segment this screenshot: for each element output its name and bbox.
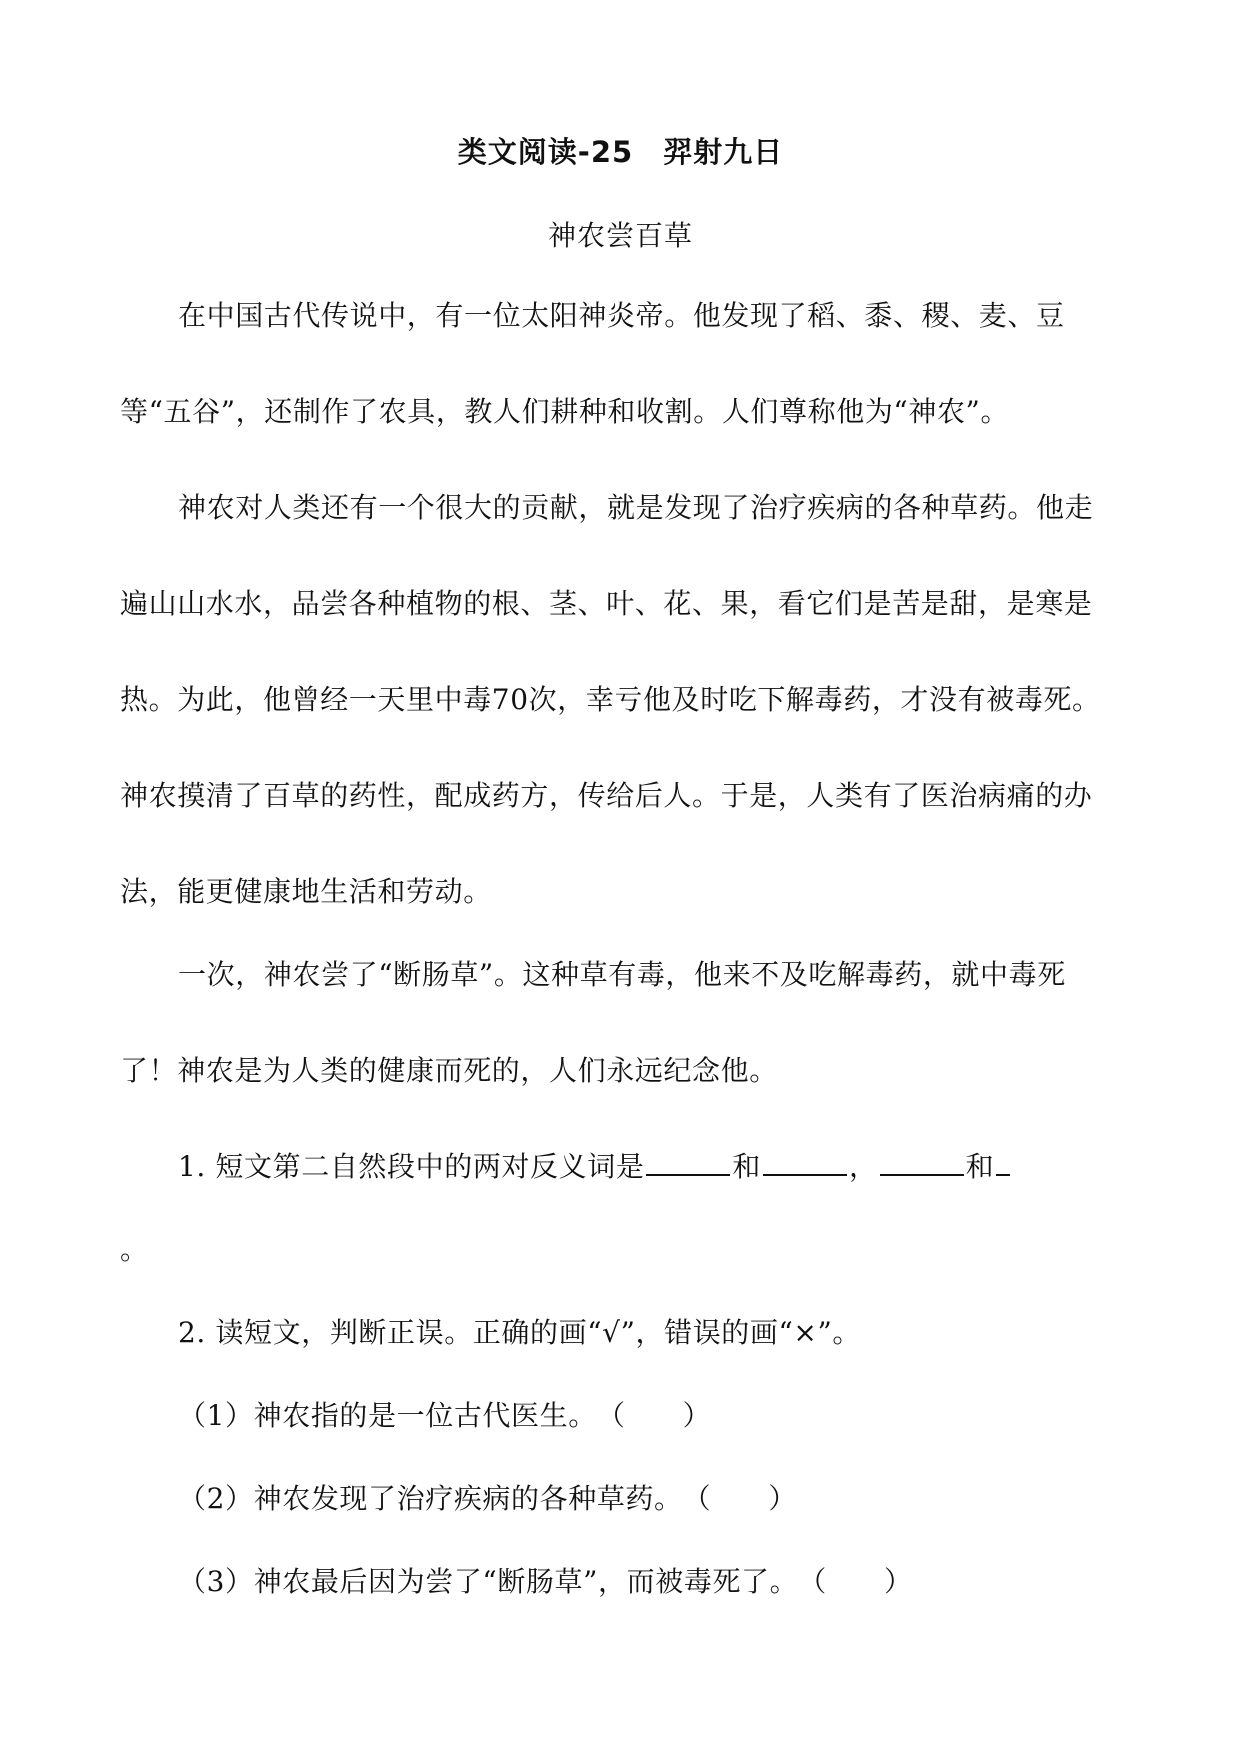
question-1-and: 和 <box>965 1150 995 1183</box>
passage-line: 神农摸清了百草的药性，配成药方，传给后人。于是，人类有了医治病痛的办 <box>120 779 1093 812</box>
answer-blank[interactable] <box>646 1148 730 1176</box>
answer-blank[interactable] <box>996 1148 1010 1176</box>
question-2-item-text: （2）神农发现了治疗疾病的各种草药。 <box>178 1482 683 1515</box>
passage-line: 了！神农是为人类的健康而死的，人们永远纪念他。 <box>120 1054 778 1087</box>
passage-title: 神农尝百草 <box>547 219 693 252</box>
question-1-comma: ， <box>849 1150 878 1183</box>
question-2-item-1 <box>178 1396 711 1436</box>
passage-line: 热。为此，他曾经一天里中毒70次，幸亏他及时吃下解毒药，才没有被毒死。 <box>120 683 1101 716</box>
question-1-and: 和 <box>732 1150 762 1183</box>
passage-line: 一次，神农尝了“断肠草”。这种草有毒，他来不及吃解毒药，就中毒死 <box>178 958 1066 991</box>
page-title: 类文阅读-25 羿射九日 <box>457 135 784 169</box>
answer-blank[interactable] <box>763 1148 847 1176</box>
passage-line: 等“五谷”，还制作了农具，教人们耕种和收割。人们尊称他为“神农”。 <box>120 395 1010 428</box>
passage-line: 遍山山水水，品尝各种植物的根、茎、叶、花、果，看它们是苦是甜，是寒是 <box>120 587 1093 620</box>
answer-box[interactable]: （ ） <box>596 1399 712 1432</box>
question-2-item-2 <box>178 1479 797 1519</box>
answer-box[interactable]: （ ） <box>798 1565 913 1598</box>
answer-box[interactable]: （ ） <box>682 1482 798 1515</box>
passage-line: 法，能更健康地生活和劳动。 <box>120 875 492 908</box>
question-1-end: 。 <box>120 1233 149 1266</box>
question-2-item-text: （3）神农最后因为尝了“断肠草”，而被毒死了。 <box>178 1565 799 1598</box>
answer-blank[interactable] <box>880 1148 964 1176</box>
question-1 <box>178 1147 1010 1187</box>
passage-line: 在中国古代传说中，有一位太阳神炎帝。他发现了稻、黍、稷、麦、豆 <box>178 299 1065 332</box>
question-2-item-text: （1）神农指的是一位古代医生。 <box>178 1399 597 1432</box>
question-1-text: 1. 短文第二自然段中的两对反义词是 <box>178 1150 645 1183</box>
question-2-prompt: 2. 读短文，判断正误。正确的画“√”，错误的画“×”。 <box>178 1316 861 1349</box>
question-2-item-3 <box>178 1562 913 1602</box>
passage-line: 神农对人类还有一个很大的贡献，就是发现了治疗疾病的各种草药。他走 <box>178 491 1094 524</box>
